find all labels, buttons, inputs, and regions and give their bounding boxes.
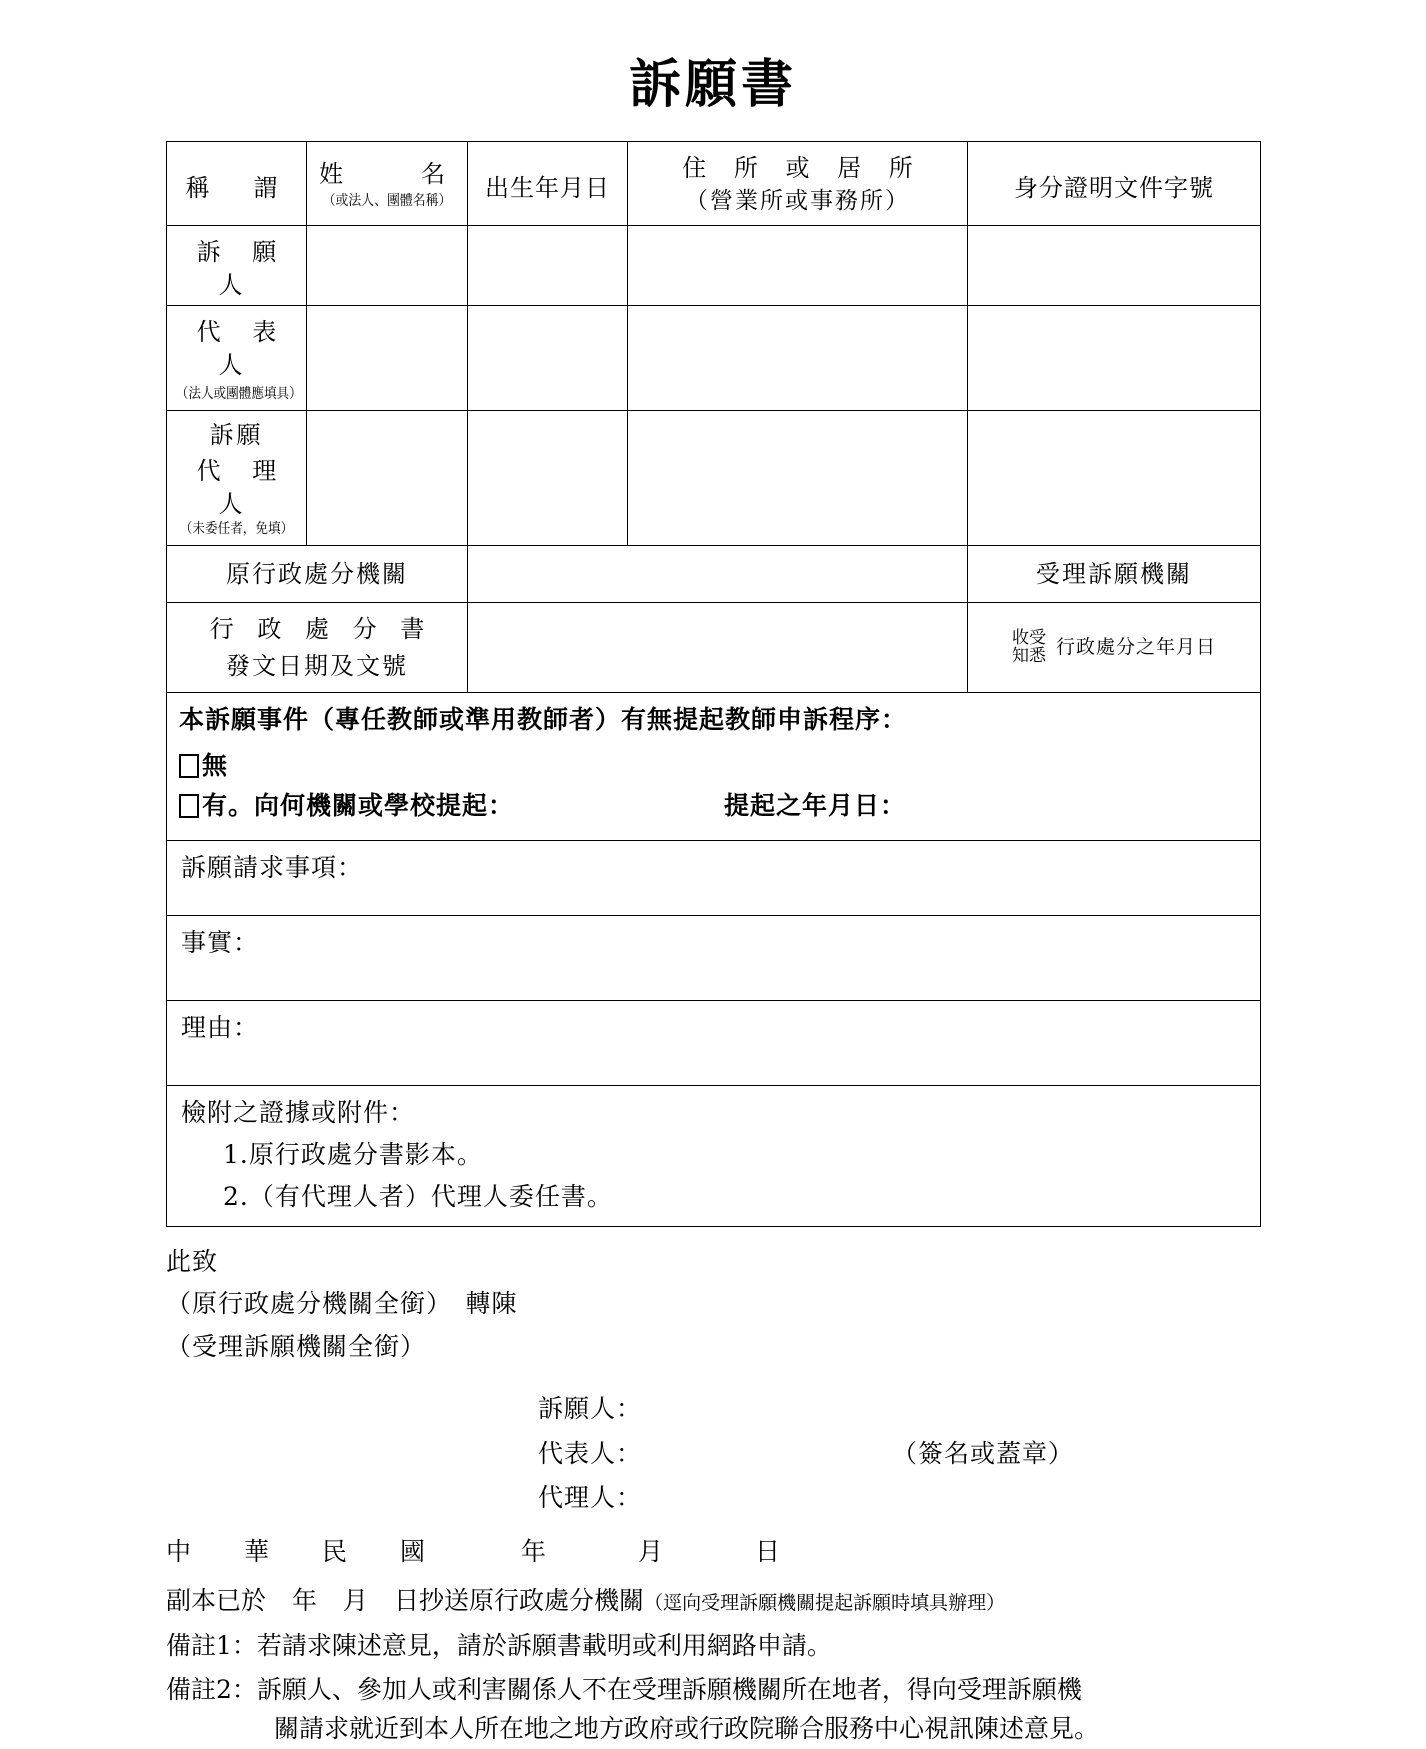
- field-agent-birthdate[interactable]: [468, 410, 628, 545]
- label-disposition-date: 行政處分之年月日: [1055, 635, 1216, 658]
- field-appellant-address[interactable]: [628, 226, 968, 306]
- section-reasons-cell[interactable]: [167, 1001, 1261, 1086]
- field-agent-name[interactable]: [307, 410, 468, 545]
- table-row-attachments: [167, 1086, 1261, 1226]
- footer-copy-row: [166, 1572, 1260, 1621]
- label-disposition-doc-line1: 行 政 處 分 書: [209, 615, 433, 644]
- field-agent-id[interactable]: [968, 410, 1261, 545]
- label-original-agency: [167, 545, 468, 602]
- table-row-appellant: [167, 226, 1261, 306]
- table-row-teacher-appeal: [167, 693, 1261, 841]
- header-cell-id-number: [968, 142, 1261, 226]
- header-label-title: 稱 謂: [185, 173, 288, 202]
- header-label-id-number: 身分證明文件字號: [1014, 173, 1214, 202]
- section-facts-cell[interactable]: [167, 916, 1261, 1001]
- signature-label-representative: 代表人：: [538, 1438, 643, 1468]
- form-footer: [166, 1227, 1260, 1749]
- header-sublabel-name: （或法人、團體名稱）: [322, 193, 452, 210]
- section-request-label: 訴願請求事項：: [181, 853, 364, 883]
- row-label-appellant-text: 訴 願 人: [196, 238, 289, 299]
- label-receipt-known-line1: 收受: [1011, 627, 1046, 648]
- label-disposition-doc-line2: 發文日期及文號: [226, 651, 408, 680]
- teacher-appeal-option-yes-label: 有。向何機關或學校提起：: [202, 790, 515, 820]
- label-disposition-doc: [167, 603, 468, 693]
- teacher-appeal-option-none-row[interactable]: [179, 749, 1248, 789]
- footer-date-nation: 中 華 民 國: [166, 1537, 440, 1567]
- footer-note-1: 備註1：若請求陳述意見，請於訴願書載明或利用網路申請。: [166, 1630, 832, 1660]
- footer-note-2-line2: 關請求就近到本人所在地之地方政府或行政院聯合服務中心視訊陳述意見。: [274, 1714, 1100, 1744]
- footer-copy-year: 年: [292, 1585, 318, 1615]
- footer-copy-paren: （逕向受理訴願機關提起訴願時填具辦理）: [644, 1591, 1006, 1614]
- attachment-item-2: 2.（有代理人者）代理人委任書。: [223, 1181, 613, 1211]
- signature-label-appellant: 訴願人：: [538, 1393, 643, 1423]
- footer-date-day: 日: [755, 1537, 795, 1567]
- section-reasons-label: 理由：: [181, 1013, 260, 1043]
- field-representative-id[interactable]: [968, 306, 1261, 411]
- label-original-agency-text: 原行政處分機關: [226, 559, 408, 588]
- label-receiving-agency: [968, 545, 1261, 602]
- footer-to-line2: （受理訴願機關全銜）: [166, 1332, 427, 1362]
- row-label-agent: [167, 410, 307, 545]
- label-receiving-agency-text: 受理訴願機關: [1036, 559, 1192, 588]
- row-label-representative: [167, 306, 307, 411]
- field-representative-name[interactable]: [307, 306, 468, 411]
- checkbox-none-icon[interactable]: [179, 754, 199, 778]
- footer-to-label: 此致: [166, 1246, 219, 1276]
- field-representative-birthdate[interactable]: [468, 306, 628, 411]
- footer-note-2-line1: 備註2：訴願人、參加人或利害關係人不在受理訴願機關所在地者，得向受理訴願機: [166, 1675, 1082, 1705]
- table-header-row: [167, 142, 1261, 226]
- teacher-appeal-cell: [167, 693, 1261, 841]
- row-label-appellant: [167, 226, 307, 306]
- teacher-appeal-question: 本訴願事件（專任教師或準用教師者）有無提起教師申訴程序：: [179, 705, 908, 735]
- footer-date-month: 月: [638, 1537, 678, 1567]
- label-receipt-date: [968, 603, 1261, 693]
- appeal-form-table-wrapper: [166, 141, 1260, 1227]
- label-receipt-known: [1011, 627, 1046, 666]
- footer-copy-month: 月: [343, 1585, 369, 1615]
- row-note-representative: （法人或團體應填具）: [175, 386, 302, 402]
- row-label-agent-line1: 訴願: [209, 420, 264, 449]
- teacher-appeal-option-none-label: 無: [202, 750, 229, 780]
- section-request-cell[interactable]: [167, 841, 1261, 916]
- field-agent-address[interactable]: [628, 410, 968, 545]
- header-cell-name: [307, 142, 468, 226]
- table-row-representative: [167, 306, 1261, 411]
- table-row-reasons: [167, 1001, 1261, 1086]
- attachments-label: 檢附之證據或附件：: [181, 1098, 416, 1128]
- table-row-disposition: [167, 603, 1261, 693]
- signature-block: [166, 1369, 1260, 1521]
- signature-row-appellant: [166, 1387, 1260, 1432]
- label-receipt-known-line2: 知悉: [1011, 645, 1046, 666]
- header-cell-title: [167, 142, 307, 226]
- section-attachments-cell: [167, 1086, 1261, 1226]
- signature-label-agent: 代理人：: [538, 1483, 643, 1513]
- footer-date-row: [166, 1521, 1260, 1572]
- checkbox-yes-icon[interactable]: [179, 794, 199, 818]
- header-cell-address: [628, 142, 968, 226]
- signature-row-agent: [166, 1476, 1260, 1521]
- header-label-address: 住 所 或 居 所: [682, 154, 923, 182]
- field-original-agency[interactable]: [468, 545, 968, 602]
- table-row-facts: [167, 916, 1261, 1001]
- table-row-agent: [167, 410, 1261, 545]
- page-title: 訴願書: [628, 54, 797, 115]
- field-appellant-name[interactable]: [307, 226, 468, 306]
- footer-to-line1: （原行政處分機關全銜） 轉陳: [166, 1289, 518, 1319]
- header-sublabel-address: （營業所或事務所）: [685, 188, 910, 215]
- footer-date-year: 年: [521, 1537, 561, 1567]
- signature-row-representative: [166, 1432, 1260, 1477]
- header-label-birthdate: 出生年月日: [485, 173, 610, 202]
- teacher-appeal-date-label: 提起之年月日：: [724, 790, 907, 820]
- header-cell-birthdate: [468, 142, 628, 226]
- row-label-agent-line2: 代 理 人: [196, 457, 289, 518]
- section-facts-label: 事實：: [181, 928, 260, 958]
- table-row-agencies: [167, 545, 1261, 602]
- row-note-agent: （未委任者，免填）: [179, 521, 294, 538]
- row-label-representative-text: 代 表 人: [196, 318, 289, 379]
- signature-stamp-note: （簽名或蓋章）: [892, 1438, 1075, 1468]
- table-row-request: [167, 841, 1261, 916]
- field-disposition-doc[interactable]: [468, 603, 968, 693]
- field-appellant-id[interactable]: [968, 226, 1261, 306]
- field-representative-address[interactable]: [628, 306, 968, 411]
- teacher-appeal-option-yes-row[interactable]: [179, 789, 1248, 829]
- header-label-name: 姓 名: [319, 160, 455, 189]
- attachment-item-1: 1.原行政處分書影本。: [223, 1140, 483, 1170]
- appeal-form-table: [166, 141, 1261, 1227]
- field-appellant-birthdate[interactable]: [468, 226, 628, 306]
- footer-copy-prefix: 副本已於: [166, 1585, 267, 1615]
- footer-copy-suffix: 日抄送原行政處分機關: [394, 1585, 645, 1615]
